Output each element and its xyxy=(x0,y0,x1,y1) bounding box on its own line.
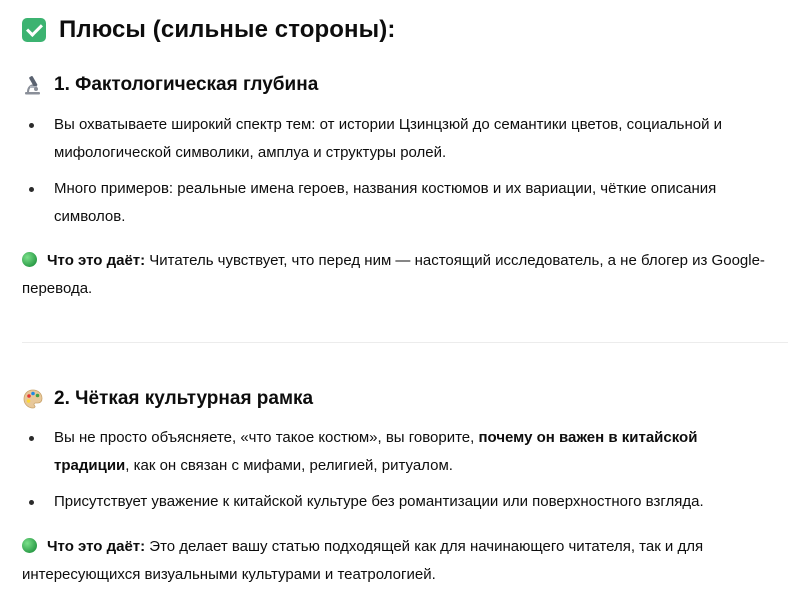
list-item-text: Присутствует уважение к китайской культуре без романтизации или поверхностного взгляда. xyxy=(54,493,704,510)
list-item xyxy=(0,175,774,231)
section-2-bullet-list xyxy=(0,424,774,516)
section-1-result xyxy=(22,247,782,303)
bullet-dot xyxy=(29,187,34,192)
list-item-text: Вы не просто объясняете, «что такое костюм», вы говорите, xyxy=(54,429,479,446)
bullet-dot xyxy=(29,500,34,505)
palette-icon xyxy=(22,388,44,410)
result-label: Что это даёт: xyxy=(47,252,146,269)
bullet-dot xyxy=(29,436,34,441)
green-circle-icon xyxy=(22,252,37,267)
section-1-bullet-list xyxy=(0,111,774,231)
list-item xyxy=(0,488,774,516)
list-item-text: Много примеров: реальные имена героев, названия костюмов и их вариации, чёткие описания символов. xyxy=(54,180,717,225)
bullet-dot xyxy=(29,123,34,128)
section-divider xyxy=(22,342,788,343)
main-heading xyxy=(22,16,395,44)
main-heading-text: Плюсы (сильные стороны): xyxy=(59,16,396,43)
list-item xyxy=(0,424,774,480)
section-1-heading xyxy=(22,74,318,96)
list-item-text-end: , как он связан с мифами, религией, ритуалом. xyxy=(125,457,453,474)
result-label: Что это даёт: xyxy=(47,538,146,555)
result-text: Это делает вашу статью подходящей как для начинающего читателя, так и для интересующихся визуальными культурами и театрологией. xyxy=(22,538,704,583)
section-2-result xyxy=(22,533,782,589)
green-circle-icon xyxy=(22,538,37,553)
list-item xyxy=(0,111,774,167)
microscope-icon xyxy=(22,74,44,96)
section-2-title: 2. Чёткая культурная рамка xyxy=(54,388,314,409)
result-text: Читатель чувствует, что перед ним — настоящий исследователь, а не блогер из Google-перевода. xyxy=(22,252,765,297)
list-item-bold-text: почему он важен в китайской традиции xyxy=(54,429,698,474)
check-mark-icon xyxy=(22,18,46,42)
section-2-heading xyxy=(22,388,313,410)
list-item-text: Вы охватываете широкий спектр тем: от истории Цзинцзюй до семантики цветов, социальной и мифологической символики, амплуа и структуры ролей. xyxy=(54,116,723,161)
section-1-title: 1. Фактологическая глубина xyxy=(54,74,319,95)
